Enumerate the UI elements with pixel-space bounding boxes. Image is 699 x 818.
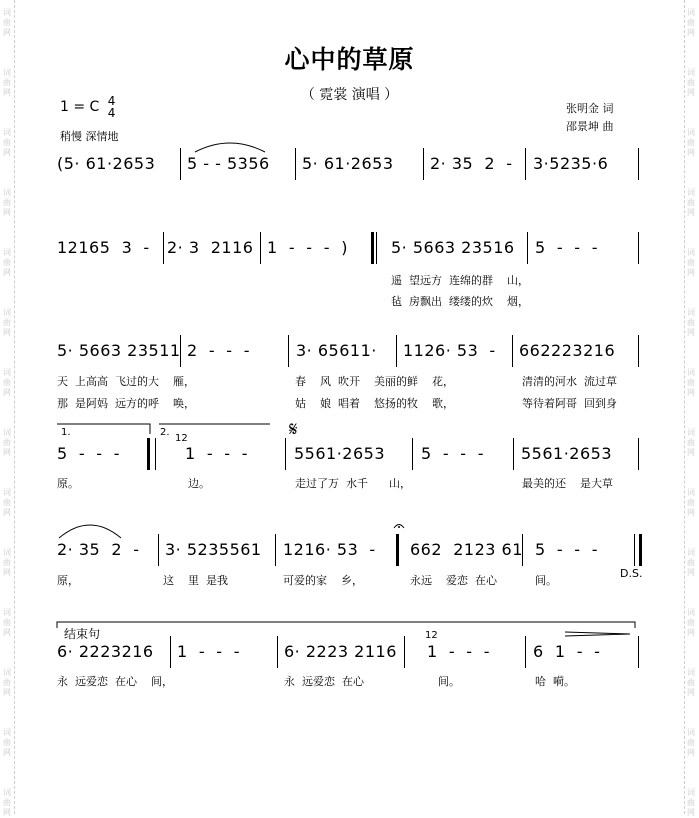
staff-system-1 — [55, 148, 641, 180]
watermark-text: 词 曲 网 — [687, 788, 695, 817]
repeat-start-barline — [371, 232, 374, 264]
tempo-marking: 稍慢 深情地 — [60, 130, 119, 143]
lyric: 可爱的家 乡， — [283, 574, 363, 587]
watermark-text: 词 曲 网 — [3, 488, 11, 517]
watermark-text: 词 曲 网 — [3, 188, 11, 217]
watermark-text: 词 曲 网 — [3, 668, 11, 697]
lyric: 这 里 是我 — [163, 574, 228, 587]
composer-credit: 邵景坤 曲 — [566, 120, 614, 133]
lyric: 哈 嗬。 — [535, 675, 575, 688]
watermark-text: 词 曲 网 — [3, 368, 11, 397]
barline — [527, 232, 528, 264]
measure-notes: 3· 65611· — [296, 341, 377, 360]
lyric-verse-1: 遥 望远方 连绵的群 山， — [391, 274, 529, 287]
measure-notes: 12165 3 - — [57, 238, 150, 257]
measure-notes: 1216· 53 - — [283, 540, 376, 559]
singer-credit: （ 霓裳 演唱 ） — [300, 87, 399, 103]
watermark-text: 词 曲 网 — [687, 68, 695, 97]
fermata-and-slur — [55, 534, 641, 574]
watermark-text: 词 曲 网 — [3, 128, 11, 157]
lyric: 永远 爱恋 在心 — [410, 574, 497, 587]
staff-system-5 — [55, 534, 641, 566]
staff-system-3 — [55, 335, 641, 367]
lyric-verse-2: 姑 娘 唱着 悠扬的牧 歌， — [295, 397, 454, 410]
measure-notes: 2 - - - — [187, 341, 251, 360]
lyric: 间。 — [438, 675, 460, 688]
measure-notes: 1 - - - — [185, 444, 249, 463]
time-bottom: 4 — [107, 106, 116, 120]
second-ending-label: 2. — [160, 427, 170, 438]
measure-notes: 5 - - 5356 — [187, 154, 270, 173]
phrase-slur — [55, 148, 641, 188]
barline — [512, 335, 513, 367]
measure-notes: 3·5235·6 — [533, 154, 609, 173]
watermark-text: 词 曲 网 — [3, 308, 11, 337]
barline — [260, 232, 261, 264]
watermark-text: 词 曲 网 — [687, 308, 695, 337]
dal-segno-marking: D.S. — [620, 567, 643, 580]
watermark-text: 词 曲 网 — [3, 788, 11, 817]
watermark-text: 词 曲 网 — [687, 488, 695, 517]
watermark-text: 词 曲 网 — [687, 548, 695, 577]
lyric: 永 远爱恋 在心 — [284, 675, 364, 688]
watermark-text: 词 曲 网 — [3, 428, 11, 457]
measure-notes: 2· 35 2 - — [430, 154, 513, 173]
barline — [396, 335, 397, 367]
measure-notes: 5· 5663 23516 — [391, 238, 515, 257]
lyric-verse-2: 毡 房飘出 缕缕的炊 烟， — [391, 295, 529, 308]
lyric: 间。 — [535, 574, 557, 587]
lyric: 最美的还 是大草 — [522, 477, 613, 490]
watermark-text: 词 曲 网 — [3, 68, 11, 97]
lyric: 边。 — [188, 477, 210, 490]
barline — [638, 335, 639, 367]
staff-system-2 — [55, 232, 641, 264]
lyric-verse-1: 清清的河水 流过草 — [522, 375, 617, 388]
watermark-text: 词 曲 网 — [687, 128, 695, 157]
measure-notes: 5 - - - — [535, 540, 599, 559]
key-label: 1 = C — [60, 99, 100, 115]
watermark-text: 词 曲 网 — [3, 8, 11, 37]
watermark-text: 词 曲 网 — [687, 608, 695, 637]
measure-notes: 5561·2653 — [294, 444, 386, 463]
measure-notes: 5 - - - — [421, 444, 485, 463]
watermark-text: 词 曲 网 — [3, 608, 11, 637]
lyric: 永 远爱恋 在心 间， — [57, 675, 173, 688]
first-ending-label: 1. — [61, 427, 71, 438]
measure-notes: 5561·2653 — [521, 444, 613, 463]
lyric-verse-1: 天 上高高 飞过的大 雁， — [57, 375, 195, 388]
measure-notes: 5· 61·2653 — [302, 154, 394, 173]
barline — [163, 232, 164, 264]
ending-phrase-label: 结束句 — [64, 627, 101, 641]
measure-notes: 1 - - - — [177, 642, 241, 661]
coda-bracket — [55, 636, 641, 676]
watermark-text: 词 曲 网 — [687, 428, 695, 457]
measure-notes: 662223216 — [519, 341, 616, 360]
lyric-verse-1: 春 风 吹开 美丽的鲜 花， — [295, 375, 454, 388]
watermark-text: 词 曲 网 — [687, 368, 695, 397]
time-signature — [108, 95, 116, 119]
watermark-text: 词 曲 网 — [3, 248, 11, 277]
lyricist-credit: 张明金 词 — [566, 102, 614, 115]
lyric-verse-2: 等待着阿哥 回到身 — [522, 397, 617, 410]
grace-notes: 12 — [425, 630, 438, 641]
grace-notes: 12 — [175, 433, 188, 444]
lyric: 原。 — [57, 477, 79, 490]
lyric-verse-2: 那 是阿妈 远方的呼 唤， — [57, 397, 195, 410]
staff-system-6 — [55, 636, 641, 668]
measure-notes: 1126· 53 - — [403, 341, 496, 360]
measure-notes: 5· 5663 23511 — [57, 341, 181, 360]
time-top: 4 — [107, 94, 116, 108]
barline — [376, 232, 377, 264]
measure-notes: 6 1 - - — [533, 642, 601, 661]
measure-notes: 2· 35 2 - — [57, 540, 140, 559]
watermark-text: 词 曲 网 — [687, 248, 695, 277]
measure-notes: 1 - - - — [427, 642, 491, 661]
measure-notes: 662 2123 61 — [410, 540, 523, 559]
watermark-text: 词 曲 网 — [3, 548, 11, 577]
watermark-text: 词 曲 网 — [687, 188, 695, 217]
measure-notes: 6· 2223 2116 — [284, 642, 397, 661]
measure-notes: 6· 2223216 — [57, 642, 154, 661]
lyric: 走过了万 水千 山， — [295, 477, 411, 490]
measure-notes: 3· 5235561 — [165, 540, 262, 559]
lyric: 原， — [57, 574, 79, 587]
svg-text:𝄋: 𝄋 — [289, 417, 298, 441]
measure-notes: 1 - - - ) — [267, 238, 348, 257]
watermark-text: 词 曲 网 — [687, 8, 695, 37]
barline — [638, 232, 639, 264]
watermark-text: 词 曲 网 — [3, 728, 11, 757]
watermark-text: 词 曲 网 — [687, 668, 695, 697]
key-signature — [60, 95, 115, 119]
song-title: 心中的草原 — [284, 45, 415, 74]
watermark-text: 词 曲 网 — [687, 728, 695, 757]
barline — [288, 335, 289, 367]
measure-notes: 5 - - - — [57, 444, 121, 463]
measure-notes: 5 - - - — [535, 238, 599, 257]
staff-system-4 — [55, 417, 641, 470]
measure-notes: (5· 61·2653 — [57, 154, 156, 173]
measure-notes: 2· 3 2116 — [167, 238, 254, 257]
volta-brackets — [55, 417, 641, 478]
